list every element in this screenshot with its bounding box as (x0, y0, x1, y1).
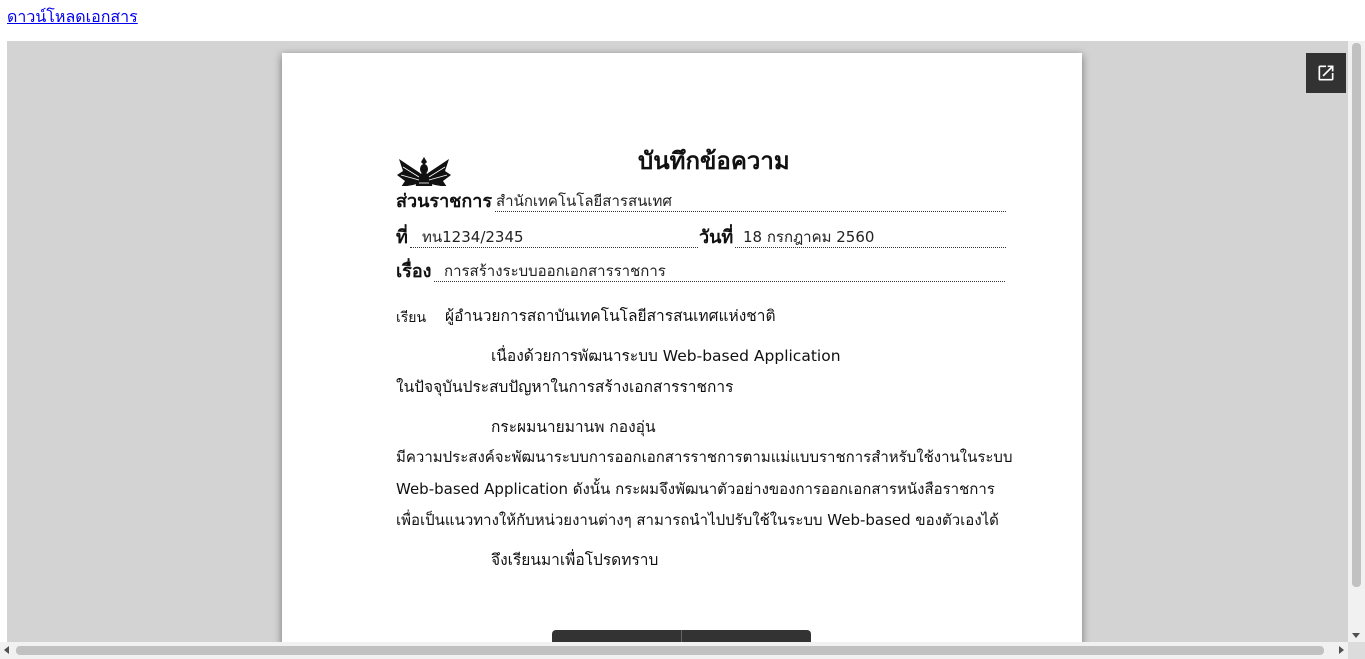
vertical-scrollbar-thumb[interactable] (1352, 43, 1361, 587)
toolbar-right-section[interactable] (681, 630, 811, 642)
popout-button[interactable] (1306, 53, 1346, 93)
document-title: บันทึกข้อความ (638, 147, 790, 175)
date-label: วันที่ (699, 222, 735, 251)
ref-date-row (396, 225, 1006, 251)
ref-value: ทน1234/2345 (422, 228, 524, 246)
agency-row (396, 189, 1006, 215)
paragraph-1-line-1: เนื่องด้วยการพัฒนาระบบ Web-based Application (491, 347, 841, 365)
salutation-value: ผู้อำนวยการสถาบันเทคโนโลยีสารสนเทศแห่งชาติ (445, 307, 776, 325)
subject-label: เรื่อง (396, 256, 433, 285)
ref-label: ที่ (396, 222, 410, 251)
agency-label: ส่วนราชการ (396, 186, 494, 215)
toolbar-left-section[interactable] (552, 630, 681, 642)
date-value: 18 กรกฎาคม 2560 (743, 228, 875, 246)
paragraph-2-line-1: กระผมนายมานพ กองอุ่น (491, 418, 656, 436)
page-toolbar[interactable] (552, 630, 811, 642)
download-document-link[interactable]: ดาวน์โหลดเอกสาร (7, 7, 138, 26)
open-in-new-icon (1316, 63, 1336, 83)
scrollbar-corner (1348, 642, 1365, 659)
paragraph-1-line-2: ในปัจจุบันประสบปัญหาในการสร้างเอกสารราชการ (396, 378, 734, 396)
document-page (282, 53, 1082, 642)
scroll-down-arrow-icon[interactable] (1352, 633, 1360, 638)
vertical-scrollbar[interactable] (1348, 41, 1365, 642)
horizontal-scrollbar-thumb[interactable] (16, 646, 1324, 655)
paragraph-2-line-4: เพื่อเป็นแนวทางให้กับหน่วยงานต่างๆ สามารถนำไปปรับใช้ในระบบ Web-based ของตัวเองได้ (396, 511, 999, 529)
subject-row (396, 259, 1005, 285)
closing-text: จึงเรียนมาเพื่อโปรดทราบ (491, 551, 659, 569)
scroll-left-arrow-icon[interactable] (4, 646, 9, 654)
paragraph-2-line-2: มีความประสงค์จะพัฒนาระบบการออกเอกสารราชการตามแม่แบบราชการสำหรับใช้งานในระบบ (396, 448, 1013, 466)
document-viewer[interactable] (7, 41, 1348, 642)
subject-value: การสร้างระบบออกเอกสารราชการ (444, 262, 666, 280)
horizontal-scrollbar[interactable] (0, 642, 1348, 659)
paragraph-2-line-3: Web-based Application ดังนั้น กระผมจึงพัฒนาตัวอย่างของการออกเอกสารหนังสือราชการ (396, 480, 995, 498)
salutation-label: เรียน (396, 310, 427, 326)
agency-value: สำนักเทคโนโลยีสารสนเทศ (496, 192, 672, 210)
scroll-right-arrow-icon[interactable] (1339, 646, 1344, 654)
